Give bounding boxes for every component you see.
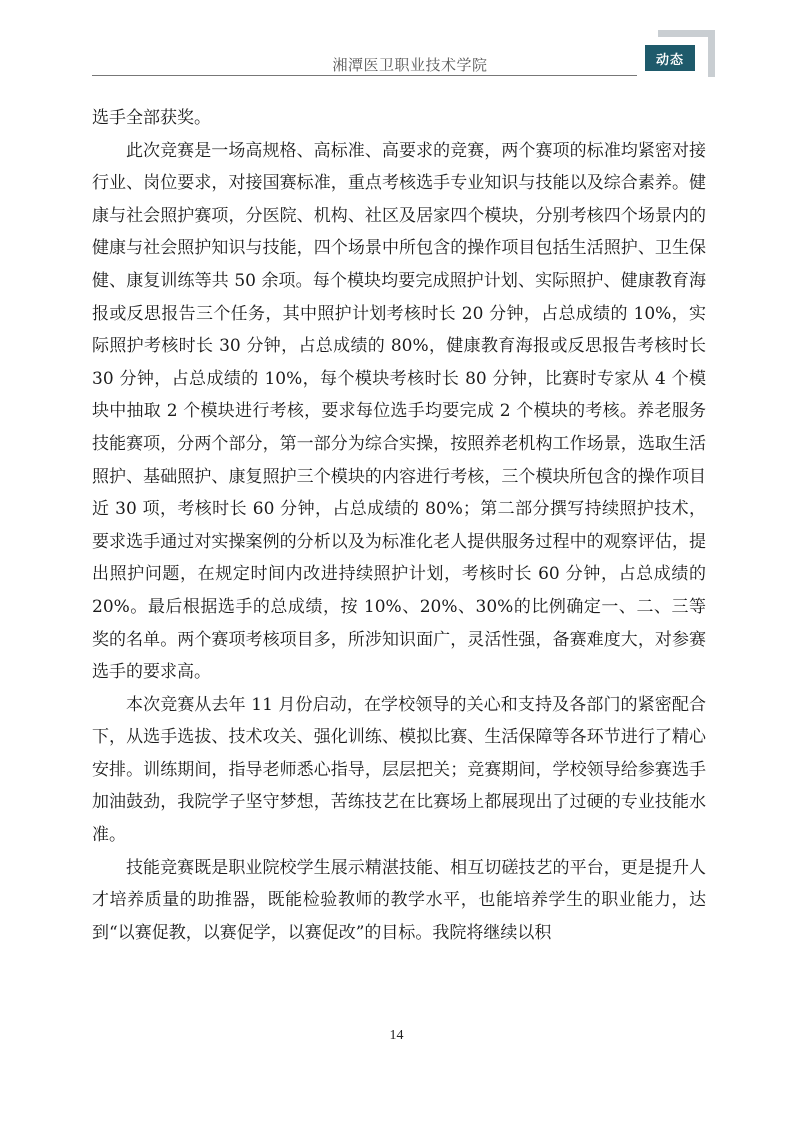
page-number: 14 [389, 1028, 404, 1043]
header-title: 湘潭医卫职业技术学院 [332, 56, 488, 74]
header-badge: 动态 [645, 45, 695, 71]
paragraph-competition-details: 此次竞赛是一场高规格、高标准、高要求的竞赛，两个赛项的标准均紧密对接行业、岗位要求，对接国赛标准，重点考核选手专业知识与技能以及综合素养。健康与社会照护赛项，分医院、机构、社区及居家四个模块，分别考核四个场景内的健康与社会照护知识与技能，四个场景中所包含的操作项目包括生活照护、卫生保健、康复训练等共 50 余项。每个模块均要完成照护计划、实际照护、健康教育海报或反思报告三个任务，其中照护计划考核时长 20 分钟，占总成绩的 10%，实际照护考核时长 30 分钟，占总成绩的 80%，健康教育海报或反思报告考核时长 30 分钟，占总成绩的 10%，每个模块考核时长 80 分钟，比赛时专家从 4 个模块中抽取 2 个模块进行考核，要求每位选手均要完成 2 个模块的考核。养老服务技能赛项，分两个部分，第一部分为综合实操，按照养老机构工作场景，选取生活照护、基础照护、康复照护三个模块的内容进行考核，三个模块所包含的操作项目近 30 项，考核时长 60 分钟，占总成绩的 80%；第二部分撰写持续照护技术，要求选手通过对实操案例的分析以及为标准化老人提供服务过程中的观察评估，提出照护问题，在规定时间内改进持续照护计划，考核时长 60 分钟，占总成绩的 20%。最后根据选手的总成绩，按 10%、20%、30%的比例确定一、二、三等奖的名单。两个赛项考核项目多，所涉知识面广，灵活性强，备赛难度大，对参赛选手的要求高。 [92, 140, 706, 683]
paragraph-significance: 技能竞赛既是职业院校学生展示精湛技能、相互切磋技艺的平台，更是提升人才培养质量的助推器，既能检验教师的教学水平，也能培养学生的职业能力，达到“以赛促教，以赛促学，以赛促改”的目标。我院将继续以积 [92, 857, 706, 943]
paragraph-continuation: 选手全部获奖。 [92, 108, 211, 128]
paragraph-preparation: 本次竞赛从去年 11 月份启动，在学校领导的关心和支持及各部门的紧密配合下，从选手选拔、技术攻关、强化训练、模拟比赛、生活保障等各环节进行了精心安排。训练期间，指导老师悉心指导，层层把关；竞赛期间，学校领导给参赛选手加油鼓劲，我院学子坚守梦想，苦练技艺在比赛场上都展现出了过硬的专业技能水准。 [92, 694, 706, 846]
header-divider [92, 75, 637, 76]
body-text [92, 102, 706, 949]
